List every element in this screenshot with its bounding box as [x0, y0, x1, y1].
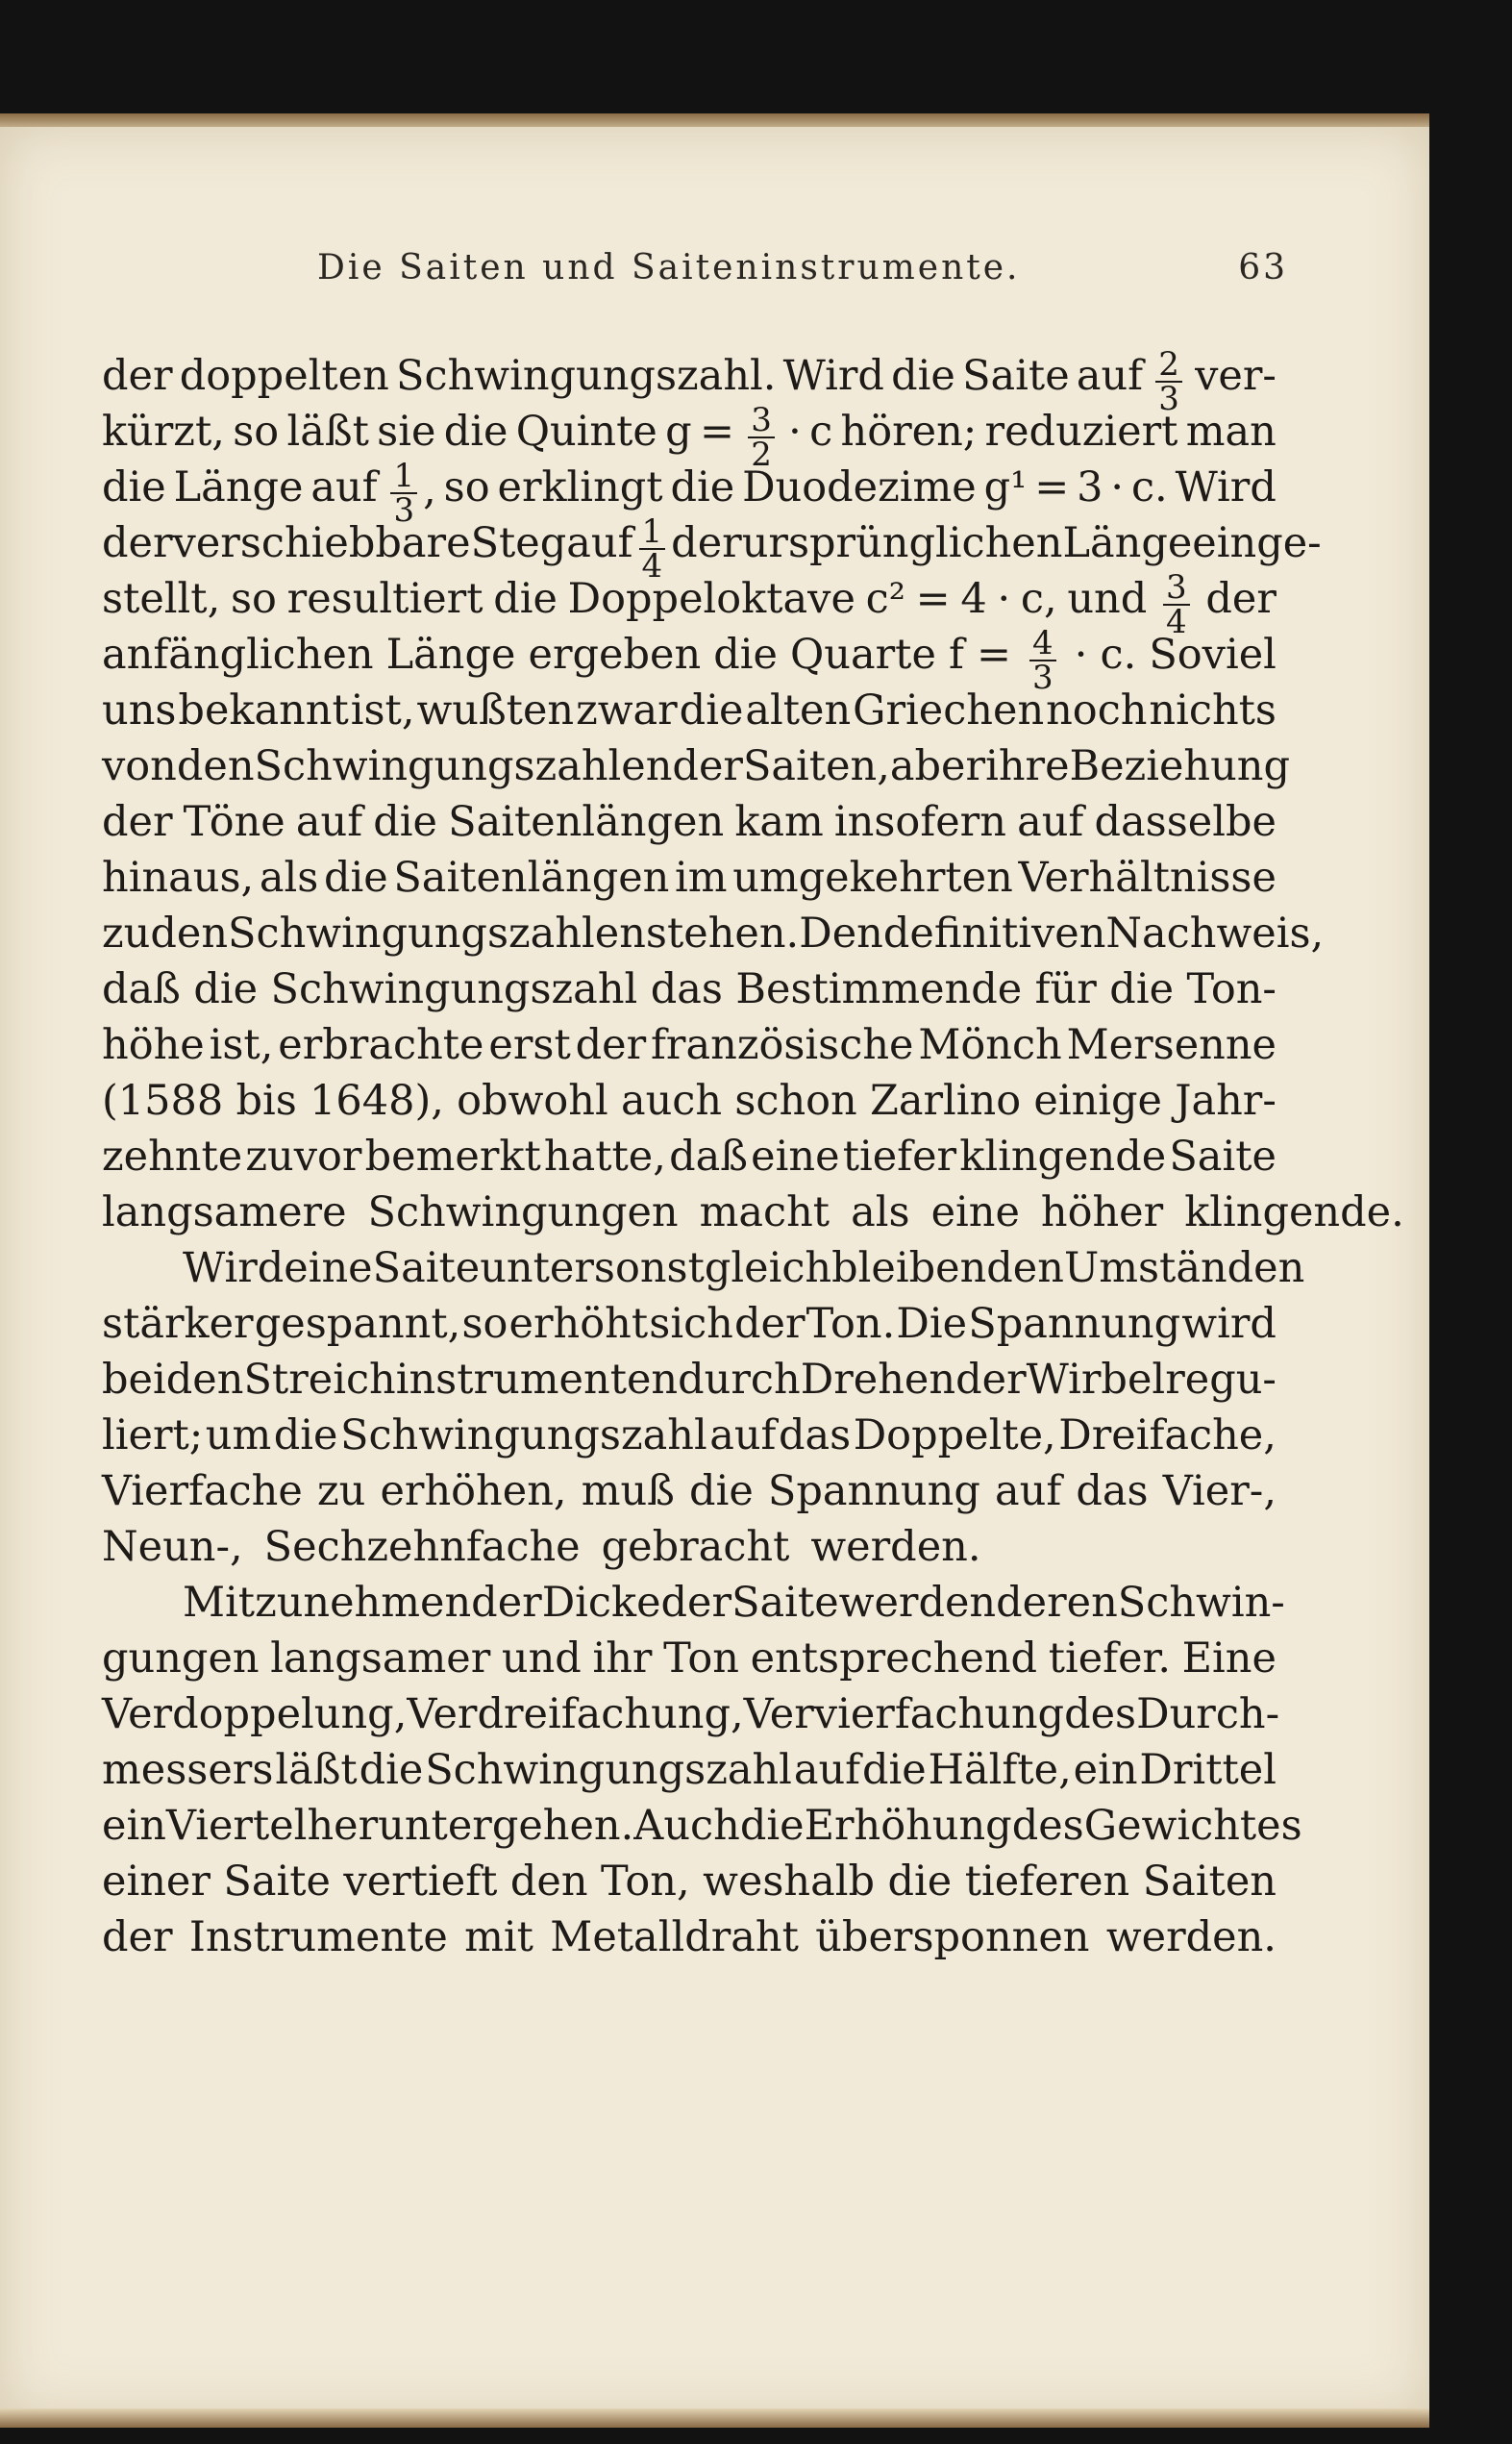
word: gleichbleibenden — [704, 1244, 1064, 1292]
word: Duodezime — [742, 463, 977, 511]
text-line — [102, 1686, 1280, 1742]
word: der — [102, 1913, 173, 1961]
word: f — [948, 631, 964, 679]
word: obwohl — [457, 1077, 608, 1125]
word: gebracht — [601, 1523, 790, 1571]
word: höher — [1040, 1188, 1164, 1236]
word: eine — [284, 1244, 373, 1292]
word: erst — [488, 1021, 571, 1069]
word: kürzt, — [102, 408, 225, 456]
word: auf — [1017, 798, 1084, 846]
word: anfänglichen — [102, 631, 374, 679]
text-line — [102, 1352, 1277, 1408]
word: die — [323, 854, 388, 902]
word: Schwingungszahlen — [228, 910, 646, 958]
word: 3 — [1077, 463, 1103, 511]
word: tiefer — [842, 1133, 957, 1181]
word: die — [891, 352, 955, 400]
word: = — [699, 408, 734, 456]
word: der — [955, 1356, 1027, 1404]
word: Streichinstrumenten — [243, 1356, 679, 1404]
word: hören; — [840, 408, 978, 456]
word: die — [359, 1746, 424, 1794]
word: die — [689, 1467, 754, 1515]
word: werden. — [810, 1523, 981, 1571]
word: Quarte — [790, 631, 936, 679]
word: doppelten — [179, 352, 389, 400]
word: Schwingungszahl. — [396, 352, 777, 400]
word: stärker — [102, 1300, 254, 1348]
text-line — [102, 906, 1325, 961]
word: c. — [1100, 631, 1137, 679]
word: = — [915, 575, 951, 623]
word: die — [887, 1858, 953, 1906]
word: Saiten, — [742, 742, 890, 790]
word: die — [713, 631, 778, 679]
word: noch — [1046, 686, 1148, 735]
word: auf — [566, 519, 633, 567]
text-line — [102, 512, 1322, 586]
fraction: $\frac{2}{3}$ — [1150, 348, 1188, 404]
word: Metalldraht — [550, 1913, 799, 1961]
word: Doppeloktave — [567, 575, 855, 623]
word: Spannung — [767, 1467, 980, 1515]
word: Beziehung — [1069, 742, 1291, 790]
word: Gewichtes — [1083, 1802, 1302, 1850]
word: Sechzehnfache — [263, 1523, 581, 1571]
word: Saite — [223, 1858, 331, 1906]
word: kam — [734, 798, 824, 846]
word: Mit — [183, 1579, 256, 1627]
word: tieferen — [964, 1858, 1130, 1906]
fraction: $\frac{1}{4}$ — [633, 515, 672, 571]
body-text — [102, 345, 1404, 1965]
word: verschiebbare — [172, 519, 471, 567]
word: so — [443, 463, 490, 511]
word: ihr — [592, 1634, 653, 1683]
word: Schwingungen — [367, 1188, 679, 1236]
word: sich — [649, 1300, 733, 1348]
word: der — [575, 1021, 647, 1069]
word: Ton. — [806, 1300, 896, 1348]
word: Ton — [663, 1634, 739, 1683]
text-line — [102, 1909, 1277, 1965]
word: c² — [865, 575, 905, 623]
word: Vier-, — [1162, 1467, 1277, 1515]
word: umgekehrten — [732, 854, 1013, 902]
word: Saite — [372, 1244, 481, 1292]
text-line — [102, 794, 1277, 850]
word: den — [509, 1858, 588, 1906]
word: erbrachte — [278, 1021, 484, 1069]
text-line — [102, 1129, 1277, 1185]
word: Mönch — [918, 1021, 1062, 1069]
word: Doppelte, — [853, 1411, 1056, 1459]
word: Bestimmende — [735, 965, 1023, 1013]
word: heruntergehen. — [307, 1802, 634, 1850]
word: Eine — [1181, 1634, 1277, 1683]
word: Dreifache, — [1058, 1411, 1277, 1459]
word: französische — [651, 1021, 914, 1069]
word: Verhältnisse — [1018, 854, 1277, 902]
word: tiefer. — [1048, 1634, 1172, 1683]
word: Saiten — [1142, 1858, 1277, 1906]
word: des — [1011, 1802, 1084, 1850]
word: der — [660, 1579, 732, 1627]
word: der — [102, 519, 173, 567]
word: gespannt, — [254, 1300, 461, 1348]
page-bottom-edge — [0, 2408, 1429, 2428]
word: Nachweis, — [1105, 910, 1325, 958]
word: erhöht — [508, 1300, 649, 1348]
word: Länge — [385, 631, 516, 679]
word: alten — [745, 686, 852, 735]
text-line — [102, 401, 1277, 474]
word: daß — [102, 965, 181, 1013]
word: ein — [102, 1802, 166, 1850]
text-line — [102, 1408, 1277, 1463]
text-line — [102, 1073, 1277, 1129]
word: auf — [295, 798, 363, 846]
word: Auch — [633, 1802, 740, 1850]
word: übersponnen — [815, 1913, 1090, 1961]
text-line — [102, 624, 1277, 697]
word: Ton, — [601, 1858, 690, 1906]
word: sonst — [593, 1244, 705, 1292]
word: um — [205, 1411, 272, 1459]
word: einige — [1033, 1077, 1162, 1125]
text-line — [102, 738, 1291, 794]
text-line — [102, 1296, 1277, 1352]
word: das — [778, 1411, 852, 1459]
word: Zarlino — [869, 1077, 1022, 1125]
word: ein — [1073, 1746, 1138, 1794]
word: die — [373, 798, 437, 846]
word: Verdoppelung, — [102, 1690, 408, 1738]
word: werden. — [1105, 1913, 1277, 1961]
word: Umständen — [1063, 1244, 1305, 1292]
word: Drehen — [800, 1356, 956, 1404]
word: der — [672, 742, 743, 790]
fraction: $\frac{3}{2}$ — [742, 404, 781, 460]
word: entsprechend — [750, 1634, 1038, 1683]
word: eine — [930, 1188, 1020, 1236]
word: als — [851, 1188, 910, 1236]
word: der — [1205, 575, 1277, 623]
word: so — [233, 408, 280, 456]
text-line — [102, 345, 1277, 418]
word: Schwingungszahl — [270, 965, 638, 1013]
word: von — [102, 742, 177, 790]
word: hinaus, — [102, 854, 255, 902]
word: Quinte — [515, 408, 657, 456]
word: auf — [310, 463, 378, 511]
word: Schwingungszahl — [339, 1411, 707, 1459]
word: Wird — [1175, 463, 1277, 511]
word: ver- — [1195, 352, 1277, 400]
word: Saitenlängen — [448, 798, 725, 846]
word: · — [997, 575, 1011, 623]
word: regu- — [1165, 1356, 1277, 1404]
word: des — [1064, 1690, 1137, 1738]
word: Saite — [962, 352, 1070, 400]
word: ist, — [350, 686, 415, 735]
word: bis — [235, 1077, 297, 1125]
word: daß — [669, 1133, 748, 1181]
text-line — [102, 961, 1277, 1017]
word: die — [1109, 965, 1175, 1013]
word: der — [102, 798, 173, 846]
fraction: $\frac{1}{3}$ , — [384, 460, 435, 515]
word: Instrumente — [188, 1913, 448, 1961]
word: nichts — [1149, 686, 1277, 735]
word: Schwin- — [1117, 1579, 1285, 1627]
word: klingende — [959, 1133, 1167, 1181]
word: durch — [678, 1356, 801, 1404]
word: auch — [620, 1077, 723, 1125]
word: Durch- — [1136, 1690, 1280, 1738]
word: Schwingungszahlen — [254, 742, 673, 790]
word: die — [193, 965, 259, 1013]
word: den — [165, 1356, 244, 1404]
word: Schwingungszahl — [425, 1746, 792, 1794]
word: hatte, — [543, 1133, 666, 1181]
word: 4 — [960, 575, 987, 623]
word: langsamer — [270, 1634, 491, 1683]
text-line — [102, 1798, 1302, 1854]
word: Soviel — [1149, 631, 1277, 679]
word: man — [1185, 408, 1277, 456]
word: zwar — [576, 686, 678, 735]
word: schon — [734, 1077, 857, 1125]
word: bei — [102, 1356, 166, 1404]
word: Neun-, — [102, 1523, 243, 1571]
word: weshalb — [703, 1858, 876, 1906]
text-line — [102, 1017, 1277, 1073]
text-line — [102, 1742, 1277, 1798]
word: den — [176, 742, 255, 790]
word: auf — [709, 1411, 777, 1459]
word: so — [461, 1300, 508, 1348]
word: dasselbe — [1094, 798, 1277, 846]
word: als — [259, 854, 319, 902]
text-line — [102, 1631, 1277, 1686]
word: wird — [1181, 1300, 1277, 1348]
text-line — [102, 850, 1277, 906]
word: liert; — [102, 1411, 204, 1459]
word: Länge — [173, 463, 304, 511]
word: Ton- — [1186, 965, 1277, 1013]
word: einge- — [1192, 519, 1322, 567]
word: stellt, — [102, 575, 221, 623]
word: · — [1074, 631, 1088, 679]
text-line — [102, 1240, 1305, 1296]
word: Mersenne — [1066, 1021, 1277, 1069]
word: c. — [1130, 463, 1168, 511]
word: ihre — [985, 742, 1070, 790]
text-line — [102, 457, 1277, 530]
word: Den — [799, 910, 883, 958]
text-line — [102, 568, 1277, 641]
word: langsamere — [102, 1188, 347, 1236]
word: aber — [889, 742, 986, 790]
word: Vierfache — [102, 1467, 303, 1515]
word: Töne — [183, 798, 285, 846]
word: Dicke — [541, 1579, 661, 1627]
word: die — [679, 686, 744, 735]
word: Die — [896, 1300, 968, 1348]
word: den — [150, 910, 229, 958]
word: muß — [581, 1467, 675, 1515]
word: uns — [102, 686, 177, 735]
word: Länge — [1062, 519, 1193, 567]
word: 1648), — [310, 1077, 444, 1125]
word: das — [1076, 1467, 1149, 1515]
word: klingende. — [1184, 1188, 1404, 1236]
word: bekannt — [178, 686, 349, 735]
word: ursprünglichen — [741, 519, 1063, 567]
word: (1588 — [102, 1077, 224, 1125]
word: und — [1067, 575, 1148, 623]
word: der — [671, 519, 742, 567]
word: zunehmender — [255, 1579, 542, 1627]
text-line — [102, 1185, 1404, 1240]
word: die — [102, 463, 166, 511]
word: = — [976, 631, 1011, 679]
word: zu — [102, 910, 151, 958]
word: läßt — [275, 1746, 358, 1794]
text-line — [102, 1575, 1285, 1631]
word: Wird — [782, 352, 884, 400]
word: mit — [464, 1913, 533, 1961]
word: und — [501, 1634, 582, 1683]
word: erhöhen, — [380, 1467, 567, 1515]
word: resultiert — [286, 575, 483, 623]
word: auf — [1076, 352, 1144, 400]
word: · — [788, 408, 802, 456]
word: g¹ — [983, 463, 1028, 511]
word: messers — [102, 1746, 274, 1794]
word: Wirbel — [1026, 1356, 1166, 1404]
word: definitiven — [882, 910, 1106, 958]
word: Steg — [470, 519, 567, 567]
word: Vervierfachung — [743, 1690, 1065, 1738]
word: ergeben — [528, 631, 702, 679]
text-line — [102, 1463, 1277, 1519]
word: der — [102, 352, 173, 400]
fraction: $\frac{3}{4}$ — [1157, 571, 1196, 627]
word: einer — [102, 1858, 211, 1906]
word: deren — [996, 1579, 1118, 1627]
word: das — [650, 965, 723, 1013]
word: zehnte — [102, 1133, 243, 1181]
word: Saite — [731, 1579, 839, 1627]
word: die — [739, 1802, 805, 1850]
word: gungen — [102, 1634, 260, 1683]
fraction: $\frac{4}{3}$ — [1024, 627, 1062, 683]
word: Wird — [183, 1244, 285, 1292]
word: für — [1034, 965, 1097, 1013]
word: stehen. — [645, 910, 800, 958]
word: unter — [480, 1244, 594, 1292]
word: Drittel — [1139, 1746, 1277, 1794]
running-title: Die Saiten und Saiteninstrumente. — [317, 248, 1021, 287]
word: läßt — [286, 408, 369, 456]
word: die — [273, 1411, 338, 1459]
word: die — [670, 463, 735, 511]
word: die — [493, 575, 558, 623]
word: Griechen — [853, 686, 1045, 735]
word: eine — [751, 1133, 840, 1181]
word: die — [861, 1746, 927, 1794]
word: Viertel — [165, 1802, 308, 1850]
word: auf — [994, 1467, 1062, 1515]
word: Saite — [1169, 1133, 1277, 1181]
word: werden — [838, 1579, 997, 1627]
word: = — [1034, 463, 1070, 511]
page-number: 63 — [1238, 248, 1288, 287]
text-line — [102, 1519, 1277, 1575]
word: · — [1110, 463, 1125, 511]
word: zu — [316, 1467, 366, 1515]
word: sie — [377, 408, 436, 456]
word: Hälfte, — [928, 1746, 1072, 1794]
word: Spannung — [968, 1300, 1181, 1348]
word: g — [665, 408, 692, 456]
word: wußten — [416, 686, 575, 735]
word: reduziert — [984, 408, 1178, 456]
word: c, — [1020, 575, 1057, 623]
word: zuvor — [245, 1133, 362, 1181]
word: Jahr- — [1175, 1077, 1277, 1125]
text-line — [102, 1854, 1277, 1909]
word: Verdreifachung, — [407, 1690, 744, 1738]
word: der — [734, 1300, 806, 1348]
word: erklingt — [497, 463, 663, 511]
word: höhe — [102, 1021, 205, 1069]
word: so — [230, 575, 277, 623]
word: ist, — [209, 1021, 274, 1069]
word: Erhöhung — [804, 1802, 1012, 1850]
word: im — [675, 854, 728, 902]
word: macht — [699, 1188, 830, 1236]
word: die — [443, 408, 508, 456]
word: c — [809, 408, 833, 456]
word: Saitenlängen — [393, 854, 670, 902]
word: vertieft — [343, 1858, 498, 1906]
word: auf — [793, 1746, 861, 1794]
text-line — [102, 683, 1277, 738]
word: insofern — [833, 798, 1006, 846]
word: bemerkt — [364, 1133, 541, 1181]
